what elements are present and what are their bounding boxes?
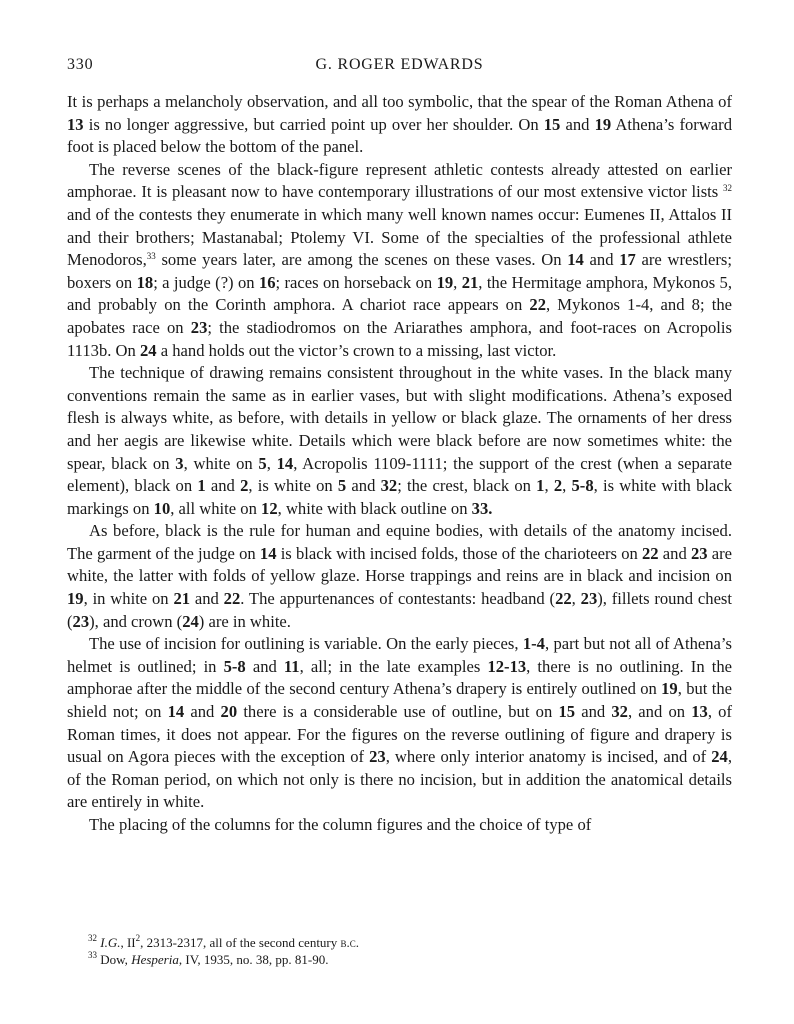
footnote-32: $^{32}$ I.G., $II^2$, 2313-2317, all of the second century b.c. (88, 933, 360, 950)
page-header (67, 52, 732, 76)
footnotes (88, 934, 708, 968)
paragraph-6: The placing of the columns for the column figures and the choice of type of (89, 815, 592, 834)
footnote-33: $^{33}$ Dow, Hesperia, IV, 1935, no. 38, pp. 81-90. (88, 950, 329, 967)
page-number: 330 (67, 56, 94, 73)
paragraph-5: The use of incision for outlining is variable. On the early pieces, 1-4, part but not all of Athena’s helmet is outlined; in 5-8 and 11, all; in the late examples 12-13, there is no outlining. In the amphorae after the middle of the second century Athena’s drapery is entirely outlined on 19, but the shield not; on 14 and 20 there is a considerable use of outline, but on 15 and 32, and on 13, of Roman times, it does not appear. For the figures on the reverse outlining of figure and drapery is usual on Agora pieces with the exception of 23, where only interior anatomy is incised, and of 24, of the Roman period, on which not only is there no incision, but in addition the anatomical details are entirely in white. (67, 634, 733, 812)
paragraph-1: It is perhaps a melancholy observation, and all too symbolic, that the spear of the Roman Athena of 13 is no longer aggressive, but carried point up over her shoulder. On 15 and 19 Athena’s forward foot is placed below the bottom of the panel. (67, 92, 732, 157)
paragraph-2: The reverse scenes of the black-figure represent athletic contests already attested on earlier amphorae. It is pleasant now to have contemporary illustrations of our most extensive victor lists $^{32}$ and of the contests they enumerate in which many well known names occur: Eumenes II, Attalos II and their brothers; Mastanabal; Ptolemy VI. Some of the specialties of the professional athlete Menodoros,$^{33}$ some years later, are among the scenes on these vases. On 14 and 17 are wrestlers; boxers on 18; a judge (?) on 16; races on horseback on 19, 21, the Hermitage amphora, Mykonos 5, and probably on the Corinth amphora. A chariot race appears on 22, Mykonos 1-4, and 8; the apobates race on 23; the stadiodromos on the Ariarathes amphora, and foot-races on Acropolis 1113b. On 24 a hand holds out the victor’s crown to a missing, last victor. (67, 159, 732, 360)
body-text (67, 91, 732, 837)
paragraph-3: The technique of drawing remains consistent throughout in the white vases. In the black many conventions remain the same as in earlier vases, but with slight modifications. Athena’s exposed flesh is always white, as before, with details in yellow or black glaze. The ornaments of her dress and her aegis are likewise white. Details which were black before are now sometimes white: the spear, black on 3, white on 5, 14, Acropolis 1109-1111; the support of the crest (when a separate element), black on 1 and 2, is white on 5 and 32; the crest, black on 1, 2, 5-8, is white with black markings on 10, all white on 12, white with black outline on 33. (67, 363, 733, 518)
paragraph-4: As before, black is the rule for human and equine bodies, with details of the anatomy incised. The garment of the judge on 14 is black with incised folds, those of the charioteers on 22 and 23 are white, the latter with folds of yellow glaze. Horse trappings and reins are in black and incision on 19, in white on 21 and 22. The appurtenances of contestants: headband (22, 23), fillets round chest (23), and crown (24) are in white. (67, 521, 732, 631)
running-title: G. ROGER EDWARDS (315, 56, 484, 73)
